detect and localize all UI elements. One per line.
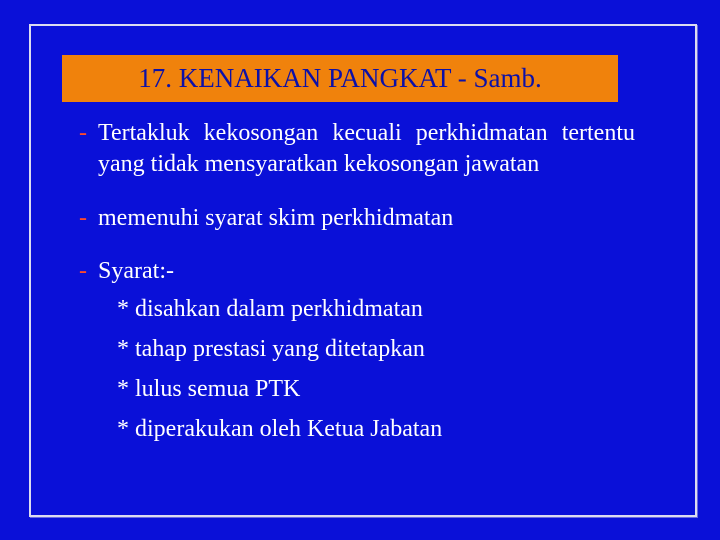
- bullet-text: Syarat:-: [98, 258, 174, 284]
- bullet-dash: -: [79, 205, 87, 231]
- sub-item: * disahkan dalam perkhidmatan: [117, 296, 423, 322]
- sub-item: * tahap prestasi yang ditetapkan: [117, 336, 425, 362]
- bullet-text: Tertakluk kekosongan kecuali perkhidmatan tertentu yang tidak mensyaratkan kekosongan jawatan: [98, 120, 635, 177]
- bullet-item: [79, 256, 635, 449]
- bullet-item: [79, 203, 635, 234]
- sub-list: [98, 289, 635, 449]
- sub-item: * lulus semua PTK: [117, 376, 301, 402]
- bullet-dash: -: [79, 258, 87, 284]
- bullet-item: [79, 118, 635, 180]
- slide-content: [79, 118, 635, 449]
- bullet-dash: -: [79, 120, 87, 146]
- slide-title: 17. KENAIKAN PANGKAT - Samb.: [62, 55, 618, 102]
- bullet-text: memenuhi syarat skim perkhidmatan: [98, 205, 454, 231]
- sub-item: * diperakukan oleh Ketua Jabatan: [117, 416, 443, 442]
